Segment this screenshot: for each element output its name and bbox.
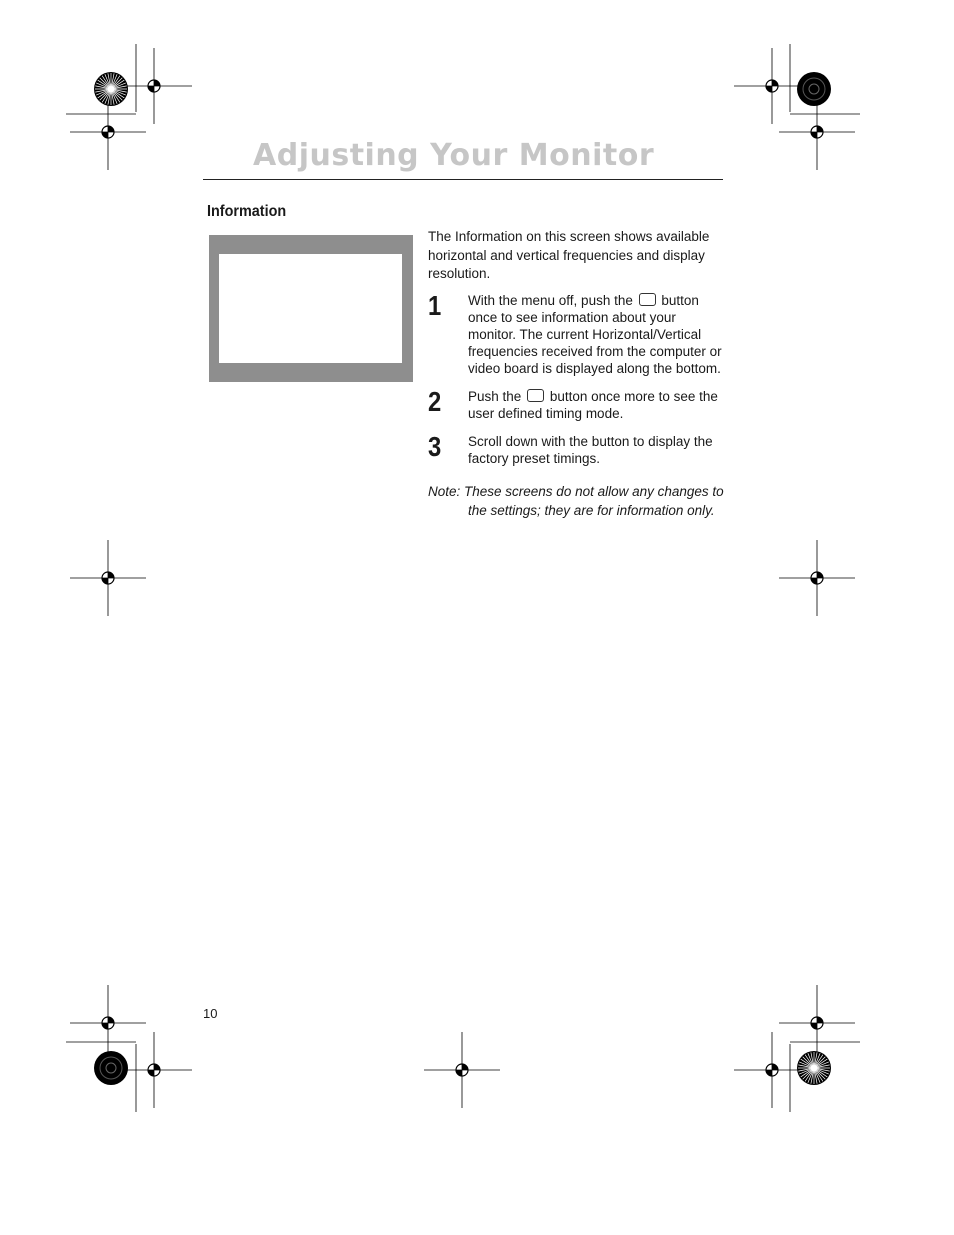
intro-paragraph: The Information on this screen shows available horizontal and vertical frequencies and display resolution. xyxy=(428,229,710,281)
menu-button-icon xyxy=(527,389,544,402)
note-line-1: Note: These screens do not allow any changes to xyxy=(428,484,724,499)
step-1-text-before: With the menu off, push the xyxy=(468,293,633,308)
note-line-2: the settings; they are for information only. xyxy=(468,503,715,518)
step-2-text-before: Push the xyxy=(468,389,522,404)
page-title: Adjusting Your Monitor xyxy=(253,138,655,173)
step-2-text-after: button once more to see the user defined timing mode. xyxy=(468,389,718,421)
step-number-1: 1 xyxy=(428,290,442,321)
step-number-2: 2 xyxy=(428,386,442,417)
step-number-3: 3 xyxy=(428,431,442,462)
step-text-3: Scroll down with the button to display the factory preset timings. xyxy=(468,434,713,466)
osd-screenshot-area xyxy=(219,254,402,363)
step-1-text-after: button once to see information about your monitor. The current Horizontal/Vertical frequencies received from the computer or video board is displayed along the bottom. xyxy=(468,293,722,376)
page-number: 10 xyxy=(203,1006,218,1021)
title-rule xyxy=(203,179,723,180)
step-text-2 xyxy=(468,388,723,422)
section-heading: Information xyxy=(207,203,287,220)
note xyxy=(428,482,728,520)
step-text-1 xyxy=(468,292,723,377)
menu-button-icon xyxy=(639,293,656,306)
